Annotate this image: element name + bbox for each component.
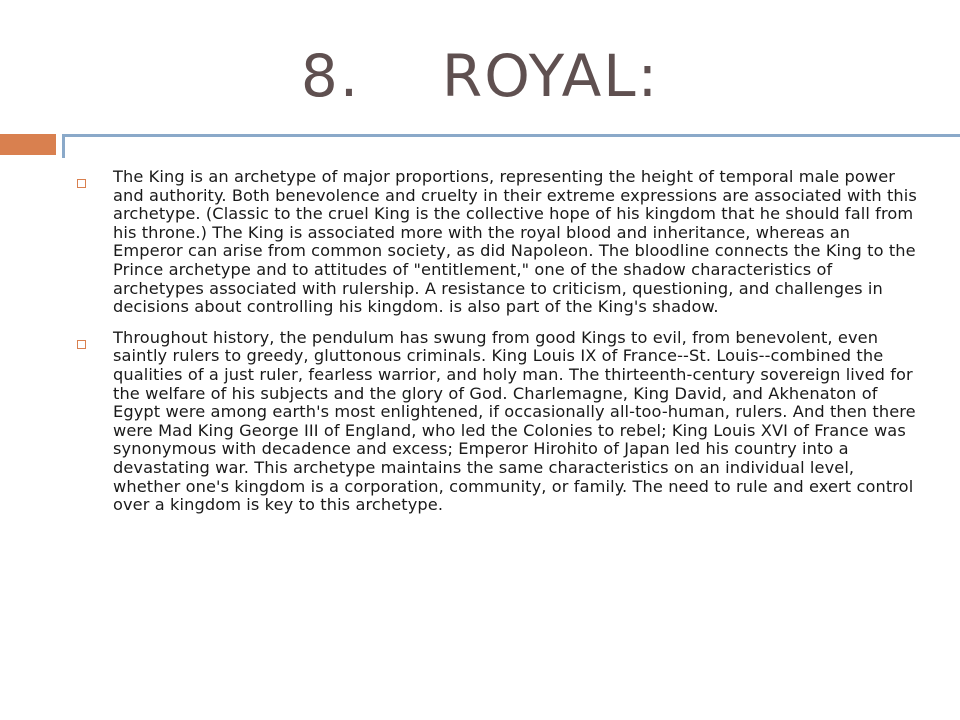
hollow-square-icon [77, 179, 86, 188]
accent-bar-orange [0, 134, 56, 155]
bullet-text: The King is an archetype of major proportions, representing the height of temporal male power and authority. Both benevolence and cruelty in their extreme expressions are associated with this archetype. (Classic to the cruel King is the collective hope of his kingdom that he should fall from his throne.) The King is associated more with the royal blood and inheritance, whereas an Emperor can arise from common society, as did Napoleon. The bloodline connects the King to the Prince archetype and to attitudes of "entitlement," one of the shadow characteristics of archetypes associated with rulership. A resistance to criticism, questioning, and challenges in decisions about controlling his kingdom. is also part of the King's shadow. [113, 167, 917, 317]
bullet-item-history [75, 329, 925, 515]
accent-line-blue [62, 134, 960, 137]
hollow-square-icon [77, 340, 86, 349]
bullet-text: Throughout history, the pendulum has swung from good Kings to evil, from benevolent, even saintly rulers to greedy, gluttonous criminals. King Louis IX of France--St. Louis--combined the qualities of a just ruler, fearless warrior, and holy man. The thirteenth-century sovereign lived for the welfare of his subjects and the glory of God. Charlemagne, King David, and Akhenaton of Egypt were among earth's most enlightened, if occasionally all-too-human, rulers. And then there were Mad King George III of England, who led the Colonies to rebel; King Louis XVI of France was synonymous with decadence and excess; Emperor Hirohito of Japan led his country into a devastating war. This archetype maintains the same characteristics on an individual level, whether one's kingdom is a corporation, community, or family. The need to rule and exert control over a kingdom is key to this archetype. [113, 327, 916, 515]
slide-title: 8. ROYAL: [300, 42, 660, 110]
accent-divider-blue [62, 134, 65, 158]
bullet-item-king-archetype [75, 168, 925, 317]
bullet-list [75, 168, 925, 527]
